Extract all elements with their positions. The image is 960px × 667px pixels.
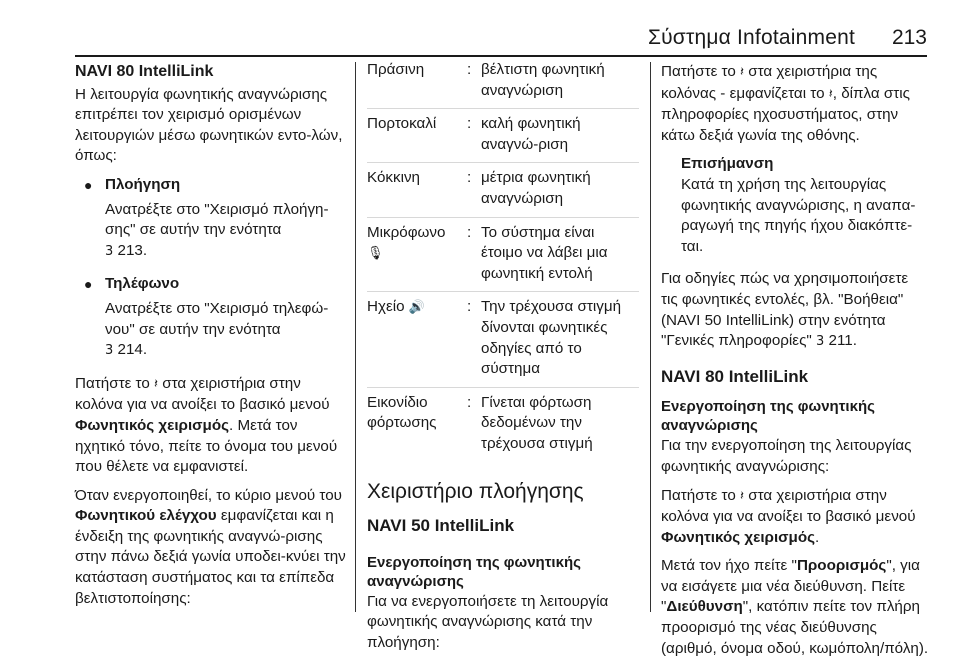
subheading: NAVI 50 IntelliLink <box>367 516 515 536</box>
colon: : <box>467 61 472 78</box>
status-term-cell <box>367 297 467 379</box>
page-header <box>0 0 960 56</box>
status-desc: καλή φωνητική αναγνώ-ριση <box>481 115 581 153</box>
status-term: Κόκκινη <box>367 169 420 187</box>
colon: : <box>467 169 472 187</box>
status-term: Πορτοκαλί <box>367 115 437 133</box>
text-span: Πατήστε το <box>661 486 736 504</box>
text-span: στα χειριστήρια της κολόνας - εμφανίζεται το <box>661 63 878 102</box>
table-row <box>367 168 639 217</box>
page-ref-arrow-icon: 3 <box>105 243 114 259</box>
activation-heading: Ενεργοποίηση της φωνητικής αναγνώρισης <box>367 553 581 590</box>
paragraph <box>661 269 929 352</box>
bullet-title: Τηλέφωνο <box>105 275 180 293</box>
bullet-title: Πλοήγηση <box>105 175 181 193</box>
column-divider <box>650 62 651 612</box>
paragraph <box>75 374 347 478</box>
status-term: Πράσινη <box>367 61 425 78</box>
status-desc: βέλτιστη φωνητική αναγνώριση <box>481 61 605 99</box>
column-1 <box>75 62 347 617</box>
table-row <box>367 114 639 163</box>
text-span: Για οδηγίες πώς να χρησιμοποιήσετε τις φωνητικές εντολές, βλ. "Βοήθεια" (NAVI 50 IntelliLink) στην ενότητα "Γενικές πληροφορίες" <box>661 270 909 350</box>
text-span: , δίπλα στις πληροφορίες ηχοσυστήματος, στην κάτω δεξιά γωνία της οθόνης. <box>661 84 910 144</box>
voice-control-icon: 𝄽 <box>740 488 745 504</box>
paragraph <box>661 62 929 146</box>
page-ref-link[interactable]: 211. <box>828 332 857 350</box>
activation-heading: Ενεργοποίηση της φωνητικής αναγνώρισης <box>661 398 875 435</box>
text-span: στα χειριστήρια στην κολόνα για να ανοίξει το βασικό μενού <box>75 374 330 414</box>
text-span: Πατήστε το <box>75 374 150 392</box>
status-table <box>367 60 639 462</box>
bullet-text: Ανατρέξτε στο "Χειρισμό πλοήγη-σης" σε αυτήν την ενότητα <box>105 200 329 239</box>
text-span: Όταν ενεργοποιηθεί, το κύριο μενού του <box>75 486 342 504</box>
bold-term: Φωνητικός χειρισμός <box>661 528 816 546</box>
note-box <box>661 154 929 257</box>
text-span: . <box>815 528 820 546</box>
text-span: Μετά τον ήχο πείτε " <box>661 557 797 575</box>
paragraph <box>75 486 347 610</box>
text-span: ", κατόπιν πείτε τον πλήρη προορισμό της νέας διεύθυνσης (αριθμό, όνομα οδού, κωμόπολη/πόλη). <box>661 598 929 657</box>
status-desc: Την τρέχουσα στιγμή δίνονται φωνητικές οδηγίες από το σύστημα <box>481 298 622 378</box>
status-desc: Γίνεται φόρτωση δεδομένων την τρέχουσα στιγμή <box>481 393 593 452</box>
voice-control-icon: 𝄽 <box>828 86 833 102</box>
column-divider <box>355 62 356 612</box>
status-term-cell <box>367 223 467 285</box>
page-ref-arrow-icon: 3 <box>816 334 825 350</box>
text-span: ", για να εισάγετε μια νέα διεύθυνση. Πείτε " <box>661 557 920 616</box>
note-title: Επισήμανση <box>681 155 774 173</box>
voice-control-icon: 𝄽 <box>740 65 745 80</box>
status-term: Ηχείο <box>367 298 405 316</box>
text-span: εμφανίζεται και η ένδειξη της φωνητικής αναγνώ-ρισης στην πάνω δεξιά γωνία υποδει-κνύει την κατάσταση συστήματος και τα επίπεδα βελτιστοποίησης: <box>75 507 346 607</box>
table-row <box>367 393 639 462</box>
text-span: Πατήστε το <box>661 63 736 80</box>
colon: : <box>467 393 472 411</box>
bullet-dot: ● <box>84 176 93 193</box>
bullet-dot: ● <box>84 276 93 293</box>
page-ref-arrow-icon: 3 <box>105 343 114 359</box>
column-2 <box>367 62 639 661</box>
table-row <box>367 60 639 109</box>
paragraph <box>661 486 929 549</box>
status-desc: μέτρια φωνητική αναγνώριση <box>481 169 591 207</box>
status-term: Εικονίδιο φόρτωσης <box>367 393 437 432</box>
column-3 <box>661 62 929 667</box>
colon: : <box>467 223 472 241</box>
voice-control-icon: 𝄽 <box>154 376 159 392</box>
bullet-item <box>75 274 347 361</box>
section-title: Χειριστήριο πλοήγησης <box>367 479 584 503</box>
activation-text: Για την ενεργοποίηση της λειτουργίας φωνητικής αναγνώρισης: <box>661 437 912 475</box>
bold-term: Φωνητικός χειρισμός <box>75 416 230 434</box>
table-row <box>367 223 639 293</box>
note-text: Κατά τη χρήση της λειτουργίας φωνητικής αναγνώρισης, η αναπα-ραγωγή της πηγής ήχου διακόπτε-ται. <box>681 175 916 255</box>
subheading: NAVI 80 IntelliLink <box>661 366 809 386</box>
activation-text: Για να ενεργοποιήσετε τη λειτουργία φωνητικής αναγνώρισης κατά την πλοήγηση: <box>367 592 609 651</box>
status-term: Μικρόφωνο <box>367 223 446 241</box>
page-ref-link[interactable]: 213. <box>117 241 148 259</box>
status-desc: Το σύστημα είναι έτοιμο να λάβει μια φωνητική εντολή <box>481 223 608 282</box>
speaker-icon: 🔊 <box>408 300 425 316</box>
colon: : <box>467 115 472 133</box>
page-number: 213 <box>891 26 927 49</box>
section-heading: NAVI 80 IntelliLink <box>75 63 214 80</box>
microphone-icon: 🎙 <box>367 246 384 262</box>
text-span: στα χειριστήρια στην κολόνα για να ανοίξει το βασικό μενού <box>661 486 916 526</box>
page-ref-link[interactable]: 214. <box>117 341 148 359</box>
header-rule <box>75 55 927 57</box>
bullet-item <box>75 175 347 262</box>
intro-text: Η λειτουργία φωνητικής αναγνώρισης επιτρέπει τον χειρισμό ορισμένων λειτουργιών μέσω φωνητικών εντο-λών, όπως: <box>75 85 343 165</box>
text-span: . Μετά τον ηχητικό τόνο, πείτε το όνομα του μενού που θέλετε να εμφανιστεί. <box>75 416 338 476</box>
bullet-text: Ανατρέξτε στο "Χειρισμό τηλεφώ-νου" σε αυτήν την ενότητα <box>105 299 329 338</box>
bold-term: Διεύθυνση <box>666 598 743 616</box>
colon: : <box>467 298 472 316</box>
bold-term: Προορισμός <box>796 557 887 575</box>
bold-term: Φωνητικού ελέγχου <box>75 507 217 525</box>
table-row <box>367 297 639 387</box>
paragraph <box>661 556 929 659</box>
header-title: Σύστημα Infotainment <box>647 26 855 49</box>
